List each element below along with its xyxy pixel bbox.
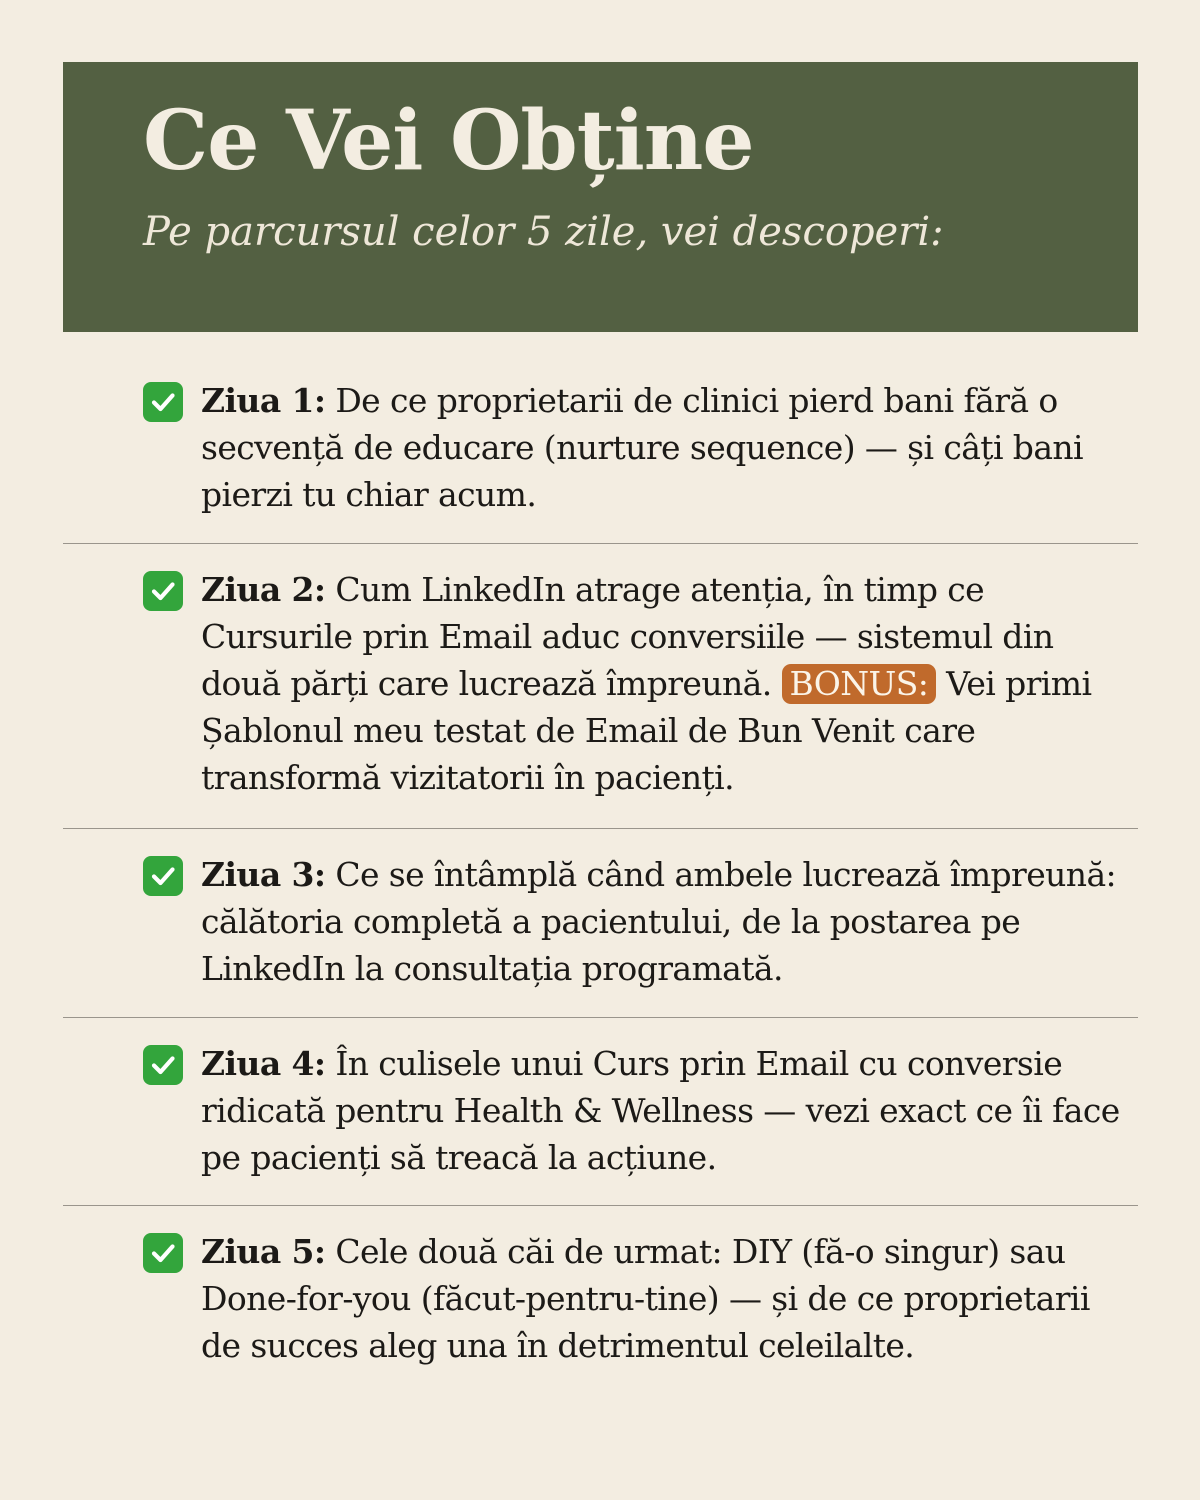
- day-label: Ziua 4:: [201, 1044, 326, 1083]
- day-label: Ziua 5:: [201, 1232, 326, 1271]
- list-item-day-3: [63, 829, 1138, 1018]
- item-text: [201, 1040, 1120, 1181]
- day-description: Ce se întâmplă când ambele lucrează împreună: călătoria completă a pacientului, de la postarea pe LinkedIn la consultația programată.: [201, 855, 1117, 988]
- day-list: [63, 332, 1138, 1446]
- day-label: Ziua 1:: [201, 381, 326, 420]
- item-text: [201, 377, 1120, 518]
- day-label: Ziua 2:: [201, 570, 326, 609]
- check-mark-icon: [143, 571, 183, 611]
- day-description: De ce proprietarii de clinici pierd bani fără o secvență de educare (nurture sequence) — și câți bani pierzi tu chiar acum.: [201, 381, 1084, 514]
- day-description: Cele două căi de urmat: DIY (fă-o singur) sau Done-for-you (făcut-pentru-tine) — și de ce proprietarii de succes aleg una în detrimentul celeilalte.: [201, 1232, 1090, 1365]
- item-text: [201, 851, 1120, 992]
- item-text: [201, 1228, 1120, 1369]
- bonus-badge: BONUS:: [782, 664, 937, 704]
- item-text: [201, 566, 1120, 801]
- day-label: Ziua 3:: [201, 855, 326, 894]
- check-mark-icon: [143, 382, 183, 422]
- list-item-day-5: [63, 1206, 1138, 1446]
- check-mark-icon: [143, 856, 183, 896]
- day-description: În culisele unui Curs prin Email cu conversie ridicată pentru Health & Wellness — vezi exact ce îi face pe pacienți să treacă la acțiune.: [201, 1044, 1120, 1177]
- check-mark-icon: [143, 1045, 183, 1085]
- page-title: Ce Vei Obține: [143, 93, 754, 189]
- page-subtitle: Pe parcursul celor 5 zile, vei descoperi:: [143, 209, 944, 255]
- day-description: Cum LinkedIn atrage atenția, în timp ce Cursurile prin Email aduc conversiile — sistemul din două părți care lucrează împreună.: [201, 570, 1054, 703]
- list-item-day-1: [63, 332, 1138, 544]
- list-item-day-4: [63, 1018, 1138, 1206]
- header-banner: [63, 62, 1138, 332]
- list-item-day-2: [63, 544, 1138, 829]
- day-description-continued: Vei primi Șablonul meu testat de Email de Bun Venit care transformă vizitatorii în pacienți.: [201, 664, 1092, 797]
- check-mark-icon: [143, 1233, 183, 1273]
